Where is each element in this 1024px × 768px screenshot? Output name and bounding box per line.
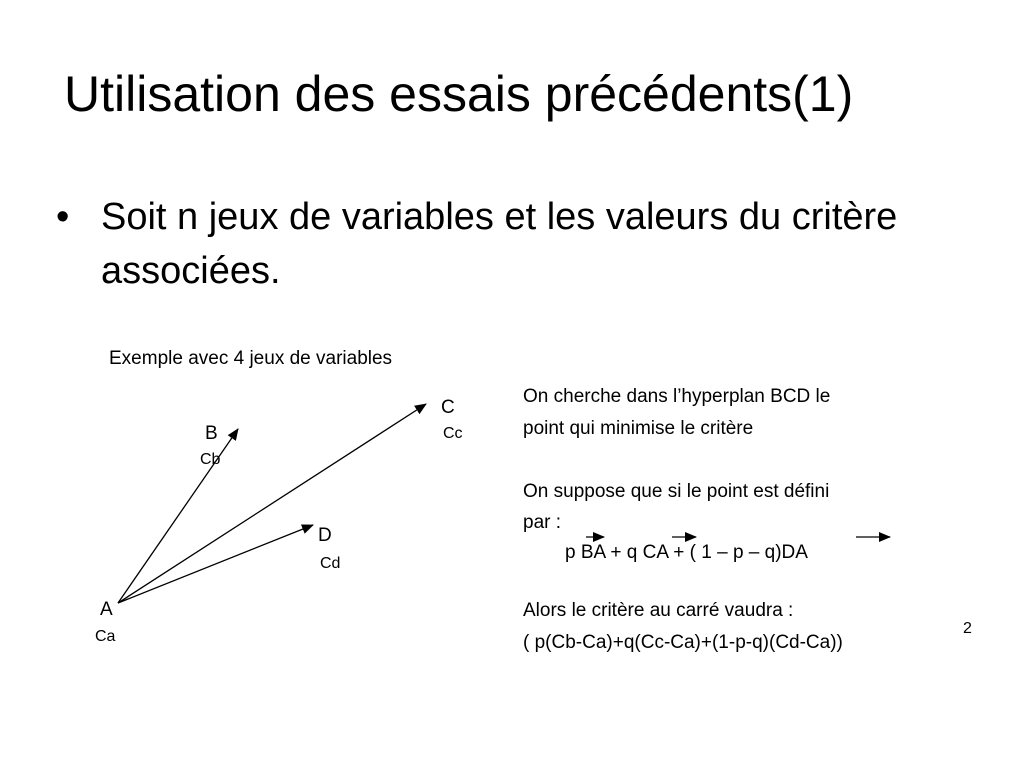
explanation-line-4: par : — [523, 512, 562, 533]
linear-combination-formula: p BA + q CA + ( 1 – p – q)DA — [565, 542, 808, 563]
slide-title: Utilisation des essais précédents(1) — [64, 66, 854, 122]
diagram-caption: Exemple avec 4 jeux de variables — [109, 348, 393, 369]
criterion-expression: ( p(Cb-Ca)+q(Cc-Ca)+(1-p-q)(Cd-Ca)) — [523, 632, 843, 653]
arrow-ad — [118, 525, 313, 603]
bullet-marker: • — [56, 196, 70, 238]
bullet-text: Soit n jeux de variables et les valeurs du critère associées. — [101, 196, 898, 292]
arrow-ac — [118, 404, 426, 603]
criterion-exponent: 2 — [963, 620, 972, 637]
explanation-line-2: point qui minimise le critère — [523, 418, 754, 439]
point-d-label: D — [318, 525, 332, 546]
point-a-criterion: Ca — [95, 628, 116, 645]
point-d-criterion: Cd — [320, 555, 341, 572]
explanation-line-5: Alors le critère au carré vaudra : — [523, 600, 794, 621]
point-c-criterion: Cc — [443, 425, 463, 442]
explanation-line-1: On cherche dans l’hyperplan BCD le — [523, 386, 831, 407]
point-a-label: A — [100, 599, 113, 620]
point-b-criterion: Cb — [200, 451, 221, 468]
point-b-label: B — [205, 423, 218, 444]
explanation-line-3: On suppose que si le point est défini — [523, 481, 830, 502]
point-c-label: C — [441, 397, 455, 418]
